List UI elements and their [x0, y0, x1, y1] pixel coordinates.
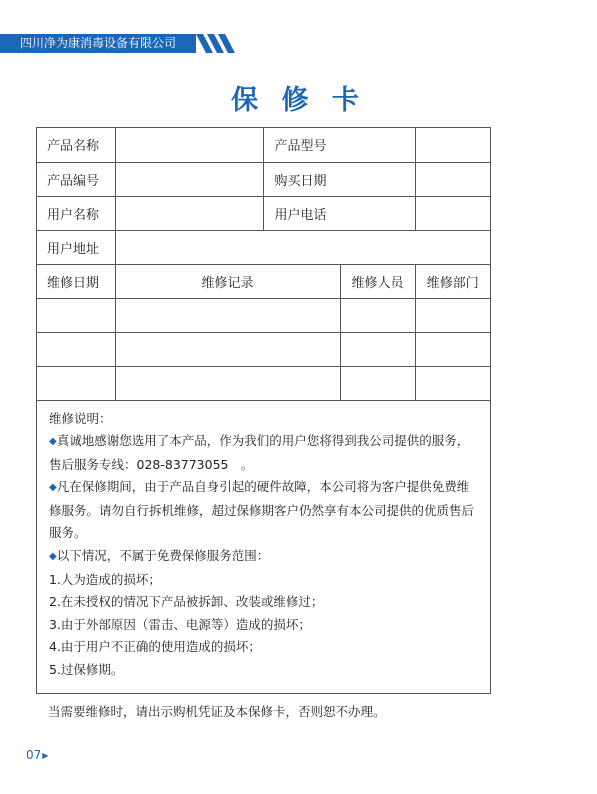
field-product-name[interactable] [115, 128, 263, 162]
notes-paragraph: ◆真诚地感谢您选用了本产品，作为我们的用户您将得到我公司提供的服务，售后服务专线：028-83773055 。 [49, 433, 470, 472]
repair-row [37, 366, 490, 400]
repair-notes [37, 401, 490, 682]
field-user-address[interactable] [115, 230, 490, 264]
repair-cell-record[interactable] [115, 366, 340, 400]
label-product-serial: 产品编号 [37, 162, 115, 196]
repair-header-row [37, 264, 490, 298]
footer-note: 当需要维修时，请出示购机凭证及本保修卡，否则恕不办理。 [48, 704, 386, 719]
notes-list-item: 2.在未授权的情况下产品被拆卸、改装或维修过； [49, 594, 324, 610]
warranty-table [37, 128, 490, 401]
repair-cell-date[interactable] [37, 298, 115, 332]
repair-cell-date[interactable] [37, 366, 115, 400]
diamond-bullet-icon: ◆ [49, 551, 57, 563]
repair-row [37, 332, 490, 366]
company-header-bar [0, 34, 196, 53]
header-stripes-decoration [196, 34, 236, 53]
repair-cell-department[interactable] [415, 298, 490, 332]
label-user-name: 用户名称 [37, 196, 115, 230]
triangle-right-icon: ▶ [42, 751, 49, 760]
repair-cell-staff[interactable] [340, 298, 415, 332]
label-user-address: 用户地址 [37, 230, 115, 264]
label-purchase-date: 购买日期 [263, 162, 415, 196]
page-number [26, 748, 48, 762]
repair-cell-staff[interactable] [340, 332, 415, 366]
header-repair-date: 维修日期 [37, 264, 115, 298]
notes-list-item: 3.由于外部原因（雷击、电源等）造成的损坏； [49, 616, 311, 632]
page-title: 保 修 卡 [231, 85, 366, 116]
notes-list-item: 4.由于用户不正确的使用造成的损坏； [49, 639, 261, 655]
address-row [37, 230, 490, 264]
header-repair-staff: 维修人员 [340, 264, 415, 298]
field-user-name[interactable] [115, 196, 263, 230]
repair-cell-record[interactable] [115, 298, 340, 332]
label-product-model: 产品型号 [263, 128, 415, 162]
company-name: 四川净为康消毒设备有限公司 [20, 36, 177, 50]
repair-cell-department[interactable] [415, 332, 490, 366]
repair-row [37, 298, 490, 332]
field-product-serial[interactable] [115, 162, 263, 196]
notes-paragraph: ◆凡在保修期间，由于产品自身引起的硬件故障，本公司将为客户提供免费维修服务。请勿自行拆机维修，超过保修期客户仍然享有本公司提供的优质售后服务。 [49, 479, 475, 541]
label-product-name: 产品名称 [37, 128, 115, 162]
page-number-text: 07 [26, 748, 42, 762]
diamond-bullet-icon: ◆ [49, 436, 57, 448]
notes-list-item: 5.过保修期。 [49, 662, 124, 678]
field-product-model[interactable] [415, 128, 490, 162]
info-row [37, 196, 490, 230]
repair-cell-record[interactable] [115, 332, 340, 366]
info-row [37, 162, 490, 196]
notes-paragraph: ◆以下情况，不属于免费保修服务范围： [49, 548, 270, 564]
field-purchase-date[interactable] [415, 162, 490, 196]
notes-list-item: 1.人为造成的损坏； [49, 571, 161, 587]
label-user-phone: 用户电话 [263, 196, 415, 230]
diamond-bullet-icon: ◆ [49, 482, 57, 494]
header-repair-record: 维修记录 [115, 264, 340, 298]
repair-cell-department[interactable] [415, 366, 490, 400]
repair-cell-staff[interactable] [340, 366, 415, 400]
info-row [37, 128, 490, 162]
notes-heading: 维修说明： [49, 410, 112, 426]
field-user-phone[interactable] [415, 196, 490, 230]
header-repair-department: 维修部门 [415, 264, 490, 298]
warranty-card [36, 127, 491, 694]
repair-cell-date[interactable] [37, 332, 115, 366]
